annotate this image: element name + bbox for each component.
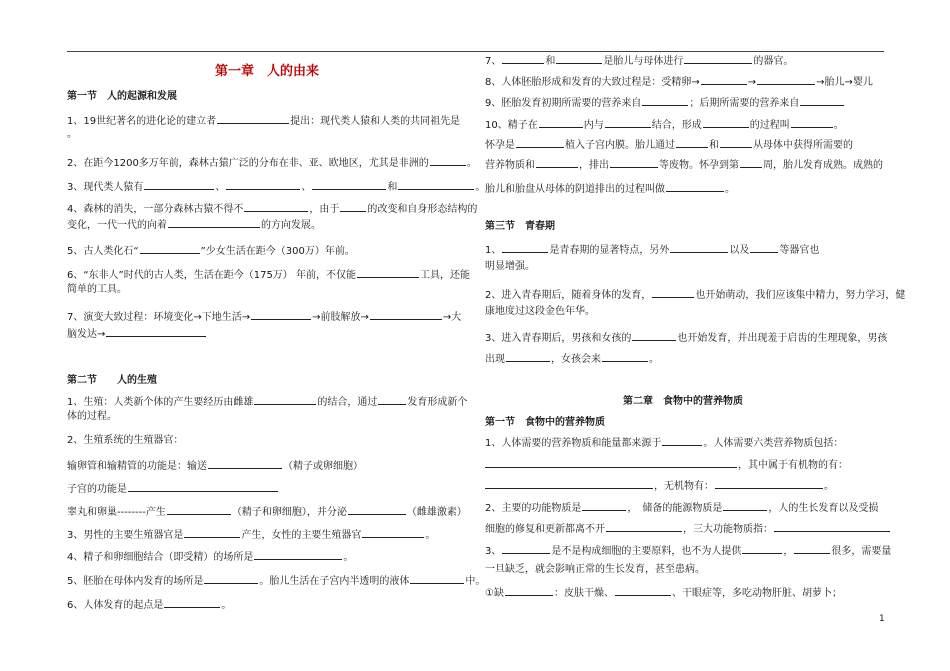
- section-title: 第一节 人的起源和发展: [67, 91, 177, 102]
- answer-blank[interactable]: [791, 116, 833, 128]
- question-line: 1、 是青春期的显著特点，另外 以及 等器官也: [485, 241, 819, 258]
- question-line: 2、在距今1200多万年前，森林古猿广泛的分布在非、亚、欧地区，尤其是非洲的 。: [67, 154, 477, 171]
- answer-blank[interactable]: [676, 136, 708, 148]
- question-line: 3、男性的主要生殖器官是 产生，女性的主要生殖器官 。: [67, 526, 435, 543]
- answer-blank[interactable]: [164, 596, 220, 608]
- answer-blank[interactable]: [516, 136, 564, 148]
- question-line: 3、 是不是构成细胞的主要原料，也不为人提供 ， 很多，需要量: [485, 542, 891, 559]
- answer-blank[interactable]: [662, 434, 702, 446]
- answer-blank[interactable]: [168, 216, 260, 228]
- question-line: 6、人体发育的起点是 。: [67, 596, 231, 613]
- answer-blank[interactable]: [370, 308, 442, 320]
- answer-blank[interactable]: [506, 350, 550, 362]
- answer-blank[interactable]: [144, 178, 214, 190]
- answer-blank[interactable]: [536, 156, 578, 168]
- question-line: 简单的工具。: [67, 284, 127, 295]
- answer-blank[interactable]: [740, 156, 762, 168]
- section-title: 第二节 人的生殖: [67, 375, 157, 386]
- section-title: 第三节 青春期: [485, 221, 555, 232]
- answer-blank[interactable]: [750, 241, 778, 253]
- chapter-title: 第一章 人的由来: [215, 64, 320, 79]
- answer-blank[interactable]: [254, 548, 342, 560]
- question-line: 脑发达→: [67, 325, 207, 342]
- question-line: 3、现代类人猿有 、 、 和 。: [67, 178, 485, 195]
- answer-blank[interactable]: [378, 393, 406, 405]
- question-line: 1、人体需要的营养物质和能量都来源于 。人体需要六类营养物质包括：: [485, 434, 843, 451]
- question-line: 出现 ，女孩会来 。: [485, 350, 659, 367]
- answer-blank[interactable]: [701, 73, 747, 85]
- question-line: 8、人体胚胎形成和发育的大致过程是：受精卵→ → →胎儿→婴儿: [485, 73, 873, 90]
- answer-blank[interactable]: [140, 242, 200, 254]
- answer-blank[interactable]: [362, 526, 424, 538]
- question-line: ，无机物有： 。: [485, 477, 834, 494]
- question-line: 输卵管和输精管的功能是：输送 （精子或卵细胞）: [67, 457, 363, 474]
- question-line: 变化，一代一代的向着 的方向发展。: [67, 216, 321, 233]
- question-line: 6、“东非人”时代的古人类，生活在距今（175万） 年前，不仅能 工具，还能: [67, 266, 470, 283]
- question-line: 4、精子和卵细胞结合（即受精）的场所是 。: [67, 548, 353, 565]
- question-line: 2、生殖系统的生殖器官：: [67, 435, 184, 446]
- answer-blank[interactable]: [106, 325, 206, 337]
- answer-blank[interactable]: [742, 542, 782, 554]
- question-line: 1、生殖：人类新个体的产生要经历由雌雄 的结合，通过 发育形成新个: [67, 393, 467, 410]
- answer-blank[interactable]: [167, 503, 231, 515]
- question-line: 10、精子在 内与 结合，形成 的过程叫 。: [485, 116, 844, 133]
- question-line: 细胞的修复和更新都离不开 ，三大功能物质指：: [485, 520, 891, 537]
- answer-blank[interactable]: [723, 499, 767, 511]
- answer-blank[interactable]: [642, 94, 688, 106]
- answer-blank[interactable]: [485, 456, 737, 468]
- answer-blank[interactable]: [615, 584, 671, 596]
- question-line: 一旦缺乏，就会影响正常的生长发育，甚至患病。: [485, 564, 705, 575]
- answer-blank[interactable]: [556, 52, 602, 64]
- page-number: 1: [879, 614, 885, 624]
- answer-blank[interactable]: [502, 241, 548, 253]
- answer-blank[interactable]: [217, 112, 289, 124]
- answer-blank[interactable]: [800, 94, 844, 106]
- question-line: 睾丸和卵巢--------产生 （精子和卵细胞），并分泌 （雌雄激素）: [67, 503, 467, 520]
- answer-blank[interactable]: [244, 200, 308, 212]
- question-line: 5、古人类化石“ ”少女生活在距今（300万）年前。: [67, 242, 355, 259]
- question-line: 。: [67, 129, 77, 140]
- question-line: 5、胚胎在母体内发育的场所是 。胎儿生活在子宫内半透明的液体 中。: [67, 572, 485, 589]
- answer-blank[interactable]: [606, 520, 682, 532]
- answer-blank[interactable]: [794, 542, 830, 554]
- question-line: 营养物质和 ，排出 等废物。怀孕到第 周，胎儿发育成熟。成熟的: [485, 156, 883, 173]
- answer-blank[interactable]: [348, 503, 406, 515]
- answer-blank[interactable]: [251, 308, 311, 320]
- answer-blank[interactable]: [666, 180, 724, 192]
- question-line: 7、 和 是胎儿与母体进行 的器官。: [485, 52, 793, 69]
- question-line: 4、森林的消失，一部分森林古猿不得不 ，由于 的改变和自身形态结构的: [67, 200, 477, 217]
- answer-blank[interactable]: [312, 178, 386, 190]
- answer-blank[interactable]: [774, 520, 890, 532]
- question-line: 明显增强。: [485, 261, 535, 272]
- answer-blank[interactable]: [254, 393, 316, 405]
- question-line: 2、进入青春期后，随着身体的发育， 也开始萌动，我们应该集中精力，努力学习，健: [485, 286, 905, 303]
- question-line: 9、胚胎发育初期所需要的营养来自 ；后期所需要的营养来自: [485, 94, 845, 111]
- answer-blank[interactable]: [610, 156, 658, 168]
- answer-blank[interactable]: [410, 572, 464, 584]
- question-line: 怀孕是 植入子宫内膜。胎儿通过 和 从母体中获得所需要的: [485, 136, 853, 153]
- answer-blank[interactable]: [684, 52, 752, 64]
- answer-blank[interactable]: [430, 154, 466, 166]
- question-line: 3、进入青春期后，男孩和女孩的 也开始发育，并出现羞于启齿的生理现象，男孩: [485, 329, 887, 346]
- section-title: 第一节 食物中的营养物质: [485, 417, 605, 428]
- answer-blank[interactable]: [204, 572, 258, 584]
- question-line: 子宫的功能是: [67, 480, 279, 497]
- answer-blank[interactable]: [652, 286, 694, 298]
- answer-blank[interactable]: [602, 350, 648, 362]
- answer-blank[interactable]: [502, 542, 550, 554]
- answer-blank[interactable]: [703, 116, 749, 128]
- answer-blank[interactable]: [398, 178, 474, 190]
- question-line: ，其中属于有机物的有：: [485, 456, 848, 473]
- answer-blank[interactable]: [632, 329, 676, 341]
- question-line: ①缺 ：皮肤干燥、 、干眼症等，多吃动物肝脏、胡萝卜；: [485, 584, 842, 601]
- answer-blank[interactable]: [505, 584, 553, 596]
- question-line: 7、演变大致过程：环境变化→下地生活→ →前肢解放→ →大: [67, 308, 461, 325]
- answer-blank[interactable]: [715, 477, 823, 489]
- question-line: 体的过程。: [67, 411, 117, 422]
- question-line: 2、主要的功能物质是 ， 储备的能源物质是 ，人的生长发育以及受损: [485, 499, 878, 516]
- chapter2-title: 第二章 食物中的营养物质: [623, 396, 743, 407]
- answer-blank[interactable]: [605, 116, 651, 128]
- answer-blank[interactable]: [226, 178, 300, 190]
- answer-blank[interactable]: [539, 116, 583, 128]
- answer-blank[interactable]: [757, 73, 815, 85]
- answer-blank[interactable]: [670, 241, 728, 253]
- answer-blank[interactable]: [340, 200, 366, 212]
- answer-blank[interactable]: [128, 480, 278, 492]
- answer-blank[interactable]: [184, 526, 240, 538]
- question-line: 康地度过这段金色年华。: [485, 306, 595, 317]
- answer-blank[interactable]: [582, 499, 626, 511]
- answer-blank[interactable]: [720, 136, 752, 148]
- question-line: 胎儿和胎盘从母体的阴道排出的过程叫做 。: [485, 180, 735, 197]
- answer-blank[interactable]: [357, 266, 419, 278]
- answer-blank[interactable]: [485, 477, 653, 489]
- answer-blank[interactable]: [208, 457, 282, 469]
- question-line: 1、19世纪著名的进化论的建立者 提出：现代类人猿和人类的共同祖先是: [67, 112, 460, 129]
- answer-blank[interactable]: [502, 52, 544, 64]
